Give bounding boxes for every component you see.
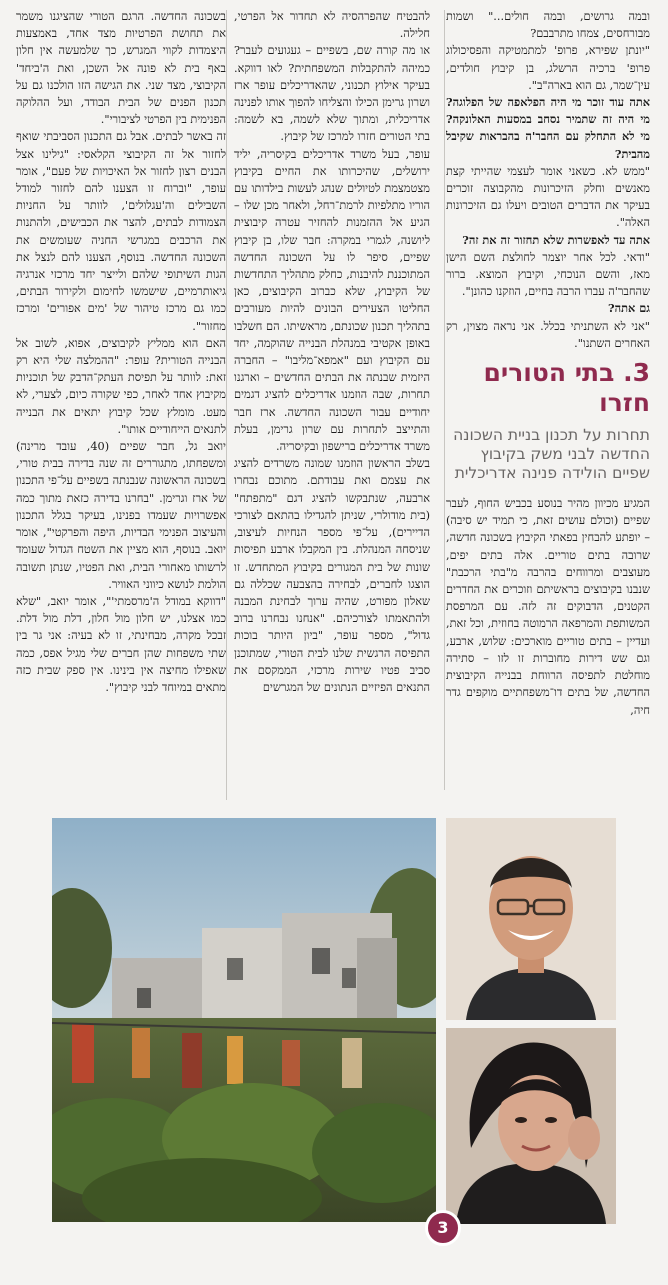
article-column-middle: [234, 8, 430, 798]
column-divider: [226, 10, 227, 800]
body-paragraph: "ודאי. לכל אחר יוצמר לחולצת השם הישן מאז, והשם הנוכחי, וקיבוץ המוצא. ברור שהחבר'ה עברו הרבה בחיים, הוזקנו כהונן".: [446, 250, 650, 299]
body-paragraph: האם הוא ממליץ לקיבוצים, אפוא, לשוב אל הבנייה הטורית? עופר: "ההמלצה שלי היא רק זאת: לוותר על תפיסת העתק־הדבק של תוכניות מקיבוץ אחד לאחר, כפי שקורה כיום, לצערי, לא מעט. מומלץ שכל קיבוץ יתאים את הבנייה לתנאים הייחודיים אותו".: [16, 336, 226, 436]
body-paragraph: זה באשר לבתים. אבל גם התכנון הסביבתי שואף לחזור אל זה הקיבוצי הקלאסי: "גילינו אצל הבנים רצון לחזור אל האיכויות של פעם", אומר עופר, "וברוח זו הצענו להם לחזור למודל השבילים וה'עגלולים', לוותר על החניות הצמודות לבתים, להצר את הכבישים, ולהתנות את הרכבים במגרשי החניה שעומשים את השכונה החדשה. בנוסף, הצענו להם לנצל את הגות השיתופי שלהם ולייצר יחד מרכזי אנרגיה גיאותרמיים, שישמשו לחימום ולקירור הבתים, כמו גם מרכז טיהור של 'מים אפורים' ומרכז מחזור".: [16, 130, 226, 333]
section-deck: תחרות על תכנון בניית השכונה החדשה לבני משק בקיבוץ שפיים הולידה פנינה אדריכלית: [453, 426, 650, 483]
body-paragraph: ובמה גרושים, ובמה חולים..." ושמות מבורחסים, צמחו מתרבבם?: [446, 10, 650, 41]
body-paragraph: בשכונה החדשה. הרגם הטורי שהציגנו משמר את תחושת הפרטיות מצד אחד, באמצעות היצמדות לקווי המגרש, כך שלמעשה אין חלון באף בית לא פונה אל השכן, ואת ה'ביחד' הקיבוצי, מצד שני. את הגישה הזו הולכנו גם על תכנון הפנים של הבית הבודד, ועל ההלוקה הפנימית בין הפרטי לציבורי".: [16, 10, 226, 127]
section-heading: 3. בתי הטורים חזרו: [483, 358, 650, 418]
body-paragraph: בשלב הראשון הוזמנו שמונה משרדים להציג את עצמם ואת עבודתם. מתוכם נבחרו ארבעה, שנתבקשו להציג דגם "מתפתח" (בית מודולרי, שניתן להגדילו בהתאם לצורכי הדיירים), על־פי מספר הנחיות לעיצוב, שניסחה המנהלת. בין המקבלו ארבע תפיסות שונות של בית המגורים בקיבוץ המתחדש. זו הוצגו לחברים, לבחירה בהצבעה שכללה גם שאלון מפורט, שהיה ערוך לבחינת המבנה ולהתאמתו לצורכיהם. "אנחנו נבחרנו ברוב גדול", מספר עופר, "ביון היותר בוכות התפיסה הרגשית שלנו לבית הטורי, שמתוכנן סביב פטיו שירות מרכזי, הממקסם את התנאים הפיזיים הנתונים של המגרשים: [234, 457, 430, 694]
body-paragraph: "יונתן שפירא, פרופ' למתמטיקה והפסיכולוג פרופ' ברכיה הרשלג, בן קיבוץ חולדים, עין־שמר, גם הוא בארה"ב".: [446, 44, 650, 92]
body-paragraph: "ממש לא. כשאני אומר לעצמי שהייתי קצת מאנשים וחלק הזיכרונות מהקבוצה זוכרים בעיקר את הדברים הטובים ויעלו גם הזיכרונות האלה".: [446, 164, 650, 230]
body-paragraph: "אני לא השתניתי בכלל. אני נראה מצוין, רק האחרים השתנו".: [446, 319, 650, 350]
body-paragraph: או מה קורה שם, בשפיים – געגועים לעבר? כמיהה להתקבלות המשפחתית? לאו דווקא. בעיקר אילוץ תכנוני, שהאדריכלים עופר ארז ושרון גרימן הכילו והצליחו להפוך אותו לפנינה אדריכלית, ומתוך שלא לשמה, בא לשמה: בתי הטורים חזרו למרכז של קיבוץ.: [234, 44, 430, 144]
kibbutz-houses-photo: [52, 818, 436, 1222]
interview-question: אתה עוד זוכר מי היה הפלאפה של הפלוגה? מי היה זה שתמיר נסחב במסעות האלונקה? מי לא התחלק עם החבר'ה בהבראות שקיבל מהבית?: [446, 95, 650, 161]
interview-question: גם אתה?: [608, 301, 650, 316]
body-paragraph: המגיע מכיוון מהיר בנוסע בכביש החוף, לעבר שפיים (וכולם עושים זאת, כי תמיד יש סיבה) – יופתע להבחין בפאתי הקיבוץ בשכונה חדשה, שרובה בתים טוריים. אלה בתים יפים, מעוצבים ומרווחים בהרבה מ"בתי הרכבת" שנבנו בקיבוצים בראשיתם וזוכרים את החדרים הקטנים, הדבוקים זה לזה. עם המרפסת המשותפת והמרפאה הרמוטה בחוזית, וכל זאת, ועדיין – בתים טוריים מוארכים: שלוש, ארבע, וגם שש דירות מחוברות זו לזו – סתירה מוחלטת לתפיסה הרווחת בבנייה הקיבוצית החדשה, של בתים דו־משפחתיים מוקפים גדר חיה,: [446, 497, 650, 717]
photo-number-badge: 3: [425, 1210, 461, 1246]
article-column-left: [16, 8, 226, 798]
body-paragraph: יואב גל, חבר שפיים (40, עובד מרינה) ומשפחתו, מתגוררים זה שנה בדירה בבית טורי, בשכונה הראשונה שנבנתה בשפיים על־פי התכנון של ארז וגרימן. "בחרנו בדירה כזאת מתוך כמה אפשרויות שעמדו בפנינו, בעיקר בגלל התכנון והעיצוב הפנימי הבדיות, היפה והפרקטי", אומר יואב. בנוסף, הוא מציין את השטח הגדול שעומד לרשותו מאחורי הבית, ואת הפטיו, שנתן תשובה הולמת לנושא כיווני האוויר.: [16, 440, 226, 591]
body-paragraph: "דווקא במודל ה'מרסמתי'", אומר יואב, "שלא כמו אצלנו, יש חלון מול חלון, דלת מול דלת. זבכל מקרה, מבחינתי, זו לא בעיה: אני גר בין שתי משפחות שהן חברים שלי מגיל אפס, כמה שאפילו מחיצה אין בינינו. אין ספק שבית כזה מתאים במיוחד לבני קיבוץ".: [16, 594, 226, 694]
body-paragraph: עופר, בעל משרד אדריכלים בקיסריה, יליד ירושלים, שהיכרותו את החיים בקיבוץ מצטמצמת לטיולים שנהג לעשות בילדותו עם הוריו מתלפיות לרמת־רחל, ולאחר מכן שלו – הגיע אל ההזמנות להחזיר עטרה קיבוצית ליושנה, לגמרי במקרה: חבר שלו, בן קיבוץ שפיים, סיפר לו על השכונה החדשה המתוכננת להיבנות, כחלק מתהליך התחדשות של הקיבוץ, שלא כברוב הקיבוצים, כאן החליטו הצעירים הבונים להיות מעורבים בתהליך תכנון שכונתם, מראשיתו. הם חשלבו באופן אקטיבי במנהלת הבנייה שהוקמה, יחד עם הקיבוץ ועם "אמפא־מליבו" – החברה היזמית שבנתה את הבתים החדשים – וארגנו תחרות, שבה הוזמנו אדריכלים להציג דגמים יחודיים עבור השכונה החדשה. ארז חבר והתייצב לתחרות עם שרון גרימן, בעלת משרד אדריכלים ברישפון ובקיסריה.: [234, 147, 430, 454]
interview-question: אתה עד לאפשרות שלא תחזור זה את זה?: [462, 232, 650, 247]
architect-portrait-woman: [446, 1028, 616, 1224]
column-divider: [444, 10, 445, 790]
article-column-right: [446, 8, 650, 792]
body-paragraph: להבטיח שהפרהסיה לא תחדור אל הפרטי, חלילה.: [234, 10, 430, 41]
architect-portrait-man: [446, 818, 616, 1020]
